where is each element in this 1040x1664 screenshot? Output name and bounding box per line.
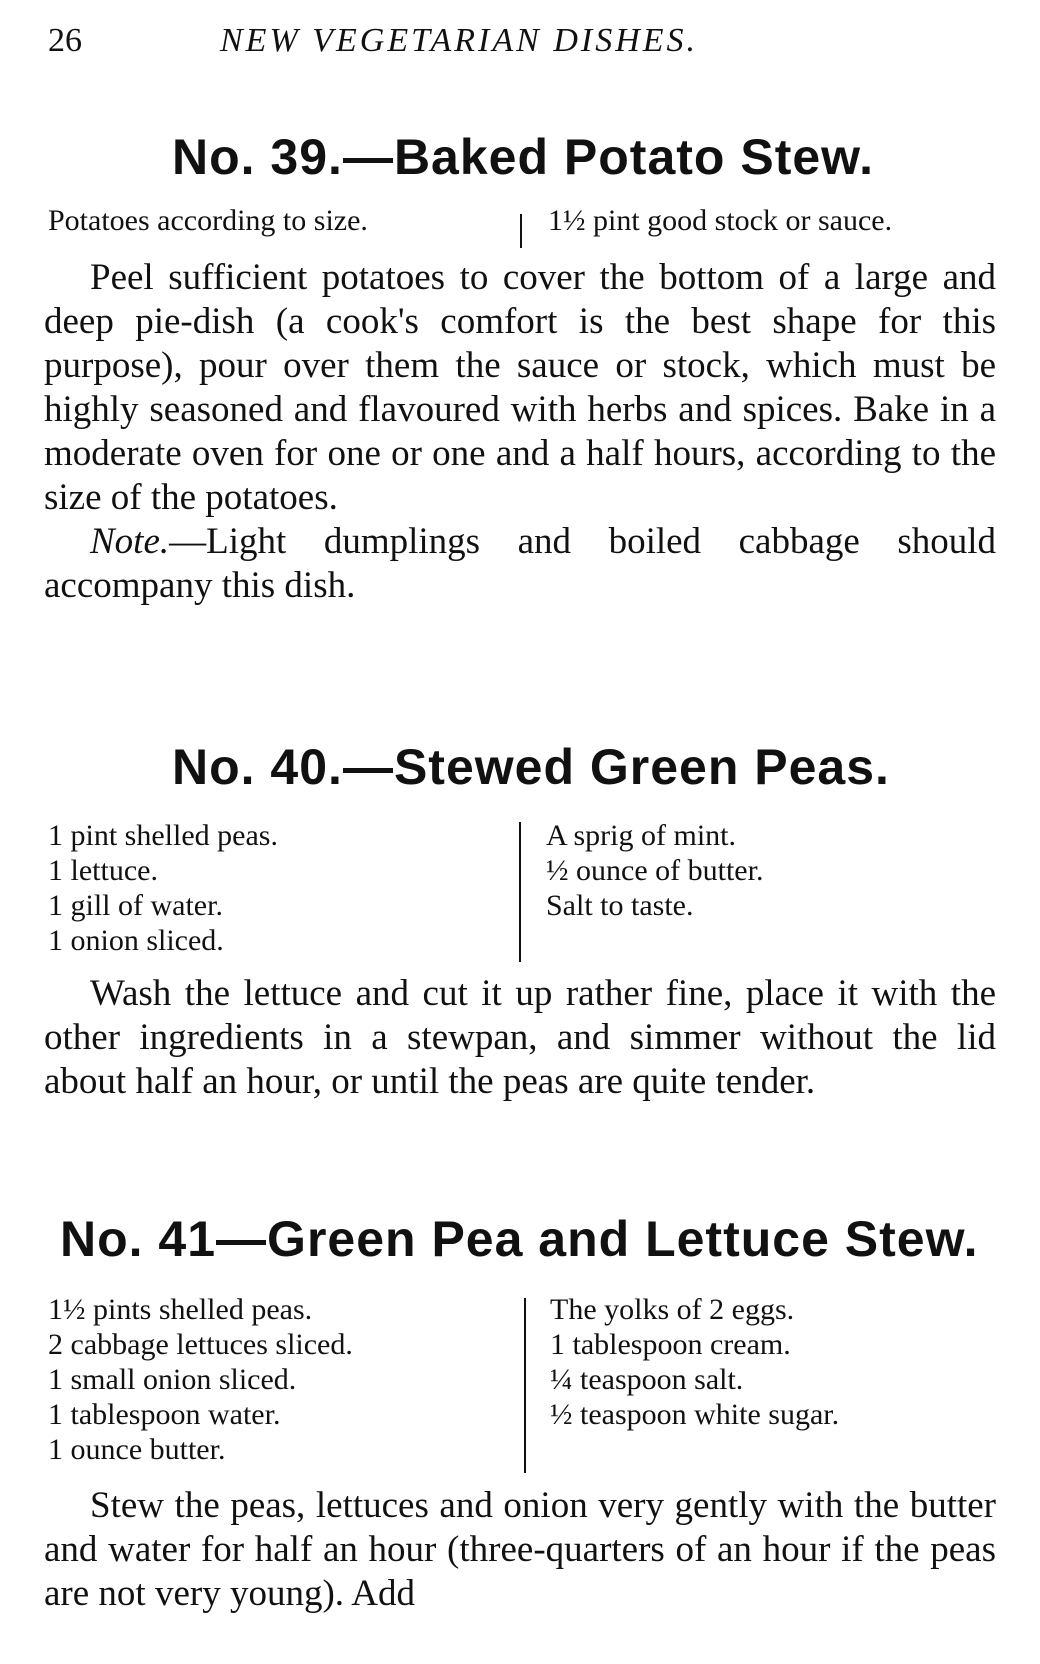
column-divider — [524, 1298, 526, 1473]
instruction-paragraph: Stew the peas, lettuces and onion very gently with the butter and water for half an hour (three-quarters of an hour if the peas are not very young). Add — [44, 1485, 996, 1614]
recipe-instructions — [44, 1484, 996, 1616]
recipe-instructions — [44, 972, 996, 1104]
page-number: 26 — [48, 22, 82, 59]
ingredient-list-right — [550, 1292, 839, 1432]
ingredient-item: 1½ pints shelled peas. — [48, 1293, 313, 1326]
ingredient-list-left — [48, 1292, 353, 1467]
ingredient-item: 1 onion sliced. — [48, 924, 224, 957]
column-divider — [519, 822, 521, 962]
ingredient-item: ¼ teaspoon salt. — [550, 1363, 744, 1396]
recipe-note — [44, 520, 996, 608]
ingredient-item: 1 gill of water. — [48, 889, 223, 922]
ingredient-item: The yolks of 2 eggs. — [550, 1293, 795, 1326]
note-label: Note. — [90, 521, 170, 562]
recipe-instructions — [44, 256, 996, 608]
running-title: NEW VEGETARIAN DISHES. — [220, 22, 699, 59]
ingredient-item: 1½ pint good stock or sauce. — [548, 204, 893, 237]
ingredient-list-left — [48, 203, 368, 238]
ingredient-item: 1 ounce butter. — [48, 1433, 226, 1466]
ingredient-item: 1 tablespoon cream. — [550, 1328, 791, 1361]
recipe-heading: No. 40.—Stewed Green Peas. — [172, 739, 890, 795]
instruction-paragraph: Wash the lettuce and cut it up rather fine, place it with the other ingredients in a stewpan, and simmer without the lid about half an hour, or until the peas are quite tender. — [44, 973, 996, 1102]
ingredient-item: 1 tablespoon water. — [48, 1398, 281, 1431]
ingredient-item: ½ ounce of butter. — [546, 854, 764, 887]
note-text: —Light dumplings and boiled cabbage should accompany this dish. — [44, 521, 996, 606]
instruction-paragraph: Peel sufficient potatoes to cover the bottom of a large and deep pie-dish (a cook's comfort is the best shape for this purpose), pour over them the sauce or stock, which must be highly seasoned and flavoured with herbs and spices. Bake in a moderate oven for one or one and a half hours, according to the size of the potatoes. — [44, 257, 996, 518]
ingredient-item: 1 pint shelled peas. — [48, 819, 278, 852]
recipe-heading: No. 39.—Baked Potato Stew. — [172, 129, 875, 185]
ingredient-item: ½ teaspoon white sugar. — [550, 1398, 840, 1431]
ingredient-item: A sprig of mint. — [546, 819, 737, 852]
ingredient-item: 1 lettuce. — [48, 854, 158, 887]
column-divider — [520, 214, 522, 248]
ingredient-list-right — [546, 818, 763, 923]
ingredient-item: 1 small onion sliced. — [48, 1363, 297, 1396]
recipe-heading: No. 41—Green Pea and Lettuce Stew. — [60, 1211, 979, 1267]
ingredient-item: Salt to taste. — [546, 889, 694, 922]
ingredient-list-right — [548, 203, 892, 238]
ingredient-item: Potatoes according to size. — [48, 204, 368, 237]
ingredient-list-left — [48, 818, 278, 958]
ingredient-item: 2 cabbage lettuces sliced. — [48, 1328, 353, 1361]
